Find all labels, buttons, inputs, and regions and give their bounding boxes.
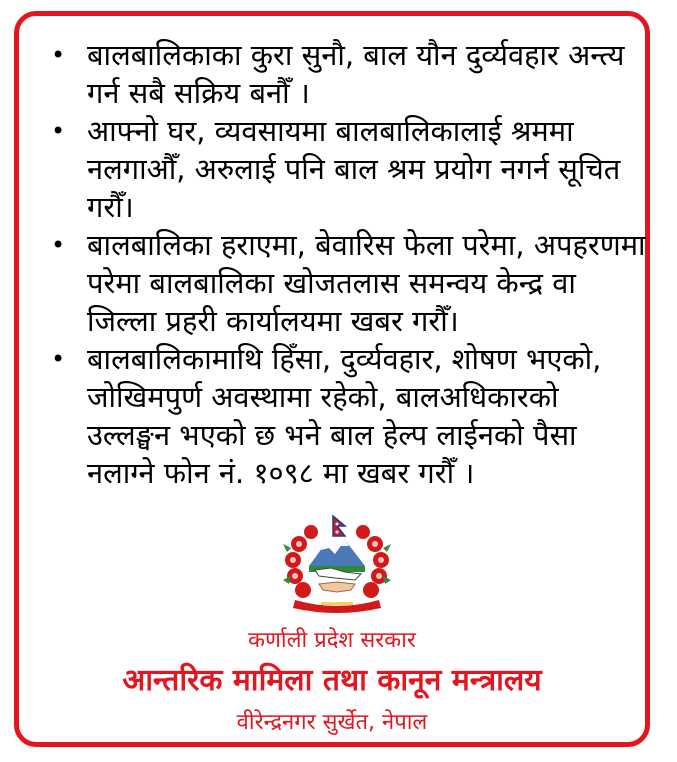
- flag-icon: [333, 516, 345, 536]
- list-item: [47, 226, 647, 340]
- bullet-icon: •: [51, 345, 66, 373]
- list-item: [47, 112, 647, 226]
- list-item: [47, 340, 647, 492]
- bullet-icon: •: [51, 117, 66, 145]
- list-item-text: आफ्नो घर, व्यवसायमा बालबालिकालाई श्रममा नलगाऔँ, अरुलाई पनि बाल श्रम प्रयोग नगर्न सूचित गरौँ।: [87, 114, 621, 224]
- bullet-icon: •: [51, 231, 66, 259]
- bullet-icon: •: [51, 41, 66, 69]
- government-name: कर्णाली प्रदेश सरकार: [248, 628, 416, 653]
- list-item-text: बालबालिकामाथि हिँसा, दुर्व्यवहार, शोषण भएको, जोखिमपुर्ण अवस्थामा रहेको, बालअधिकारको उल्लङ्घन भएको छ भने बाल हेल्प लाईनको पैसा नलाग्ने फोन नं. १०९८ मा खबर गरौँ ।: [87, 342, 602, 490]
- list-item-text: बालबालिकाका कुरा सुनौ, बाल यौन दुर्व्यवहार अन्त्य गर्न सबै सक्रिय बनौँ ।: [87, 38, 625, 110]
- ministry-name: आन्तरिक मामिला तथा कानून मन्त्रालय: [122, 663, 542, 698]
- ministry-address: वीरेन्द्रनगर सुर्खेत, नेपाल: [236, 710, 428, 735]
- ribbon-banner: [293, 600, 381, 613]
- list-item: [47, 36, 647, 112]
- list-item-text: बालबालिका हराएमा, बेवारिस फेला परेमा, अपहरणमा परेमा बालबालिका खोजतलास समन्वय केन्द्र वा जिल्ला प्रहरी कार्यालयमा खबर गरौँ।: [87, 228, 646, 338]
- nepal-emblem-icon: [281, 514, 393, 614]
- mountain-icon: [309, 540, 365, 572]
- notice-list: [47, 36, 647, 492]
- handshake-icon: [319, 582, 355, 592]
- notice-frame: [14, 11, 650, 747]
